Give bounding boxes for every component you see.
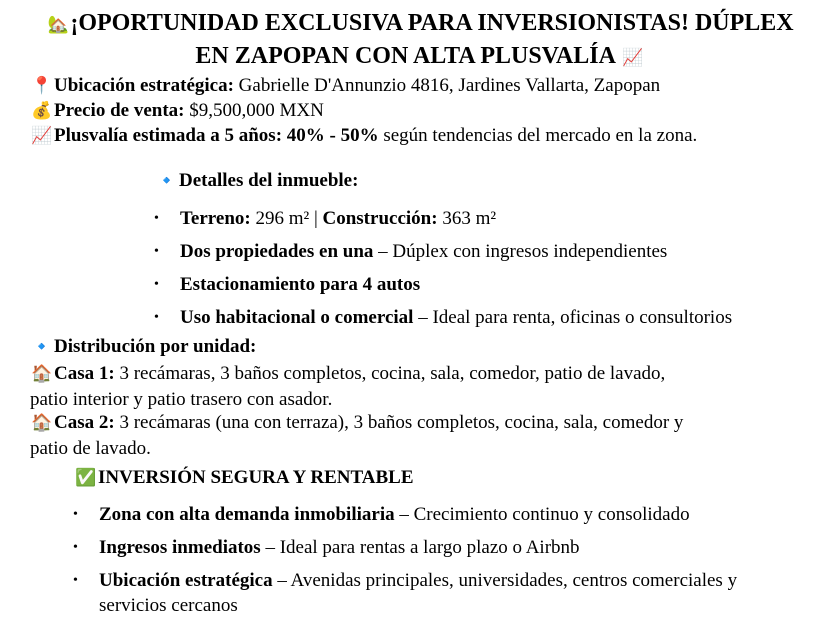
item-value: – Ideal para renta, oficinas o consultorios <box>418 307 733 328</box>
casa-2-line-2: patio de lavado. <box>30 438 151 459</box>
item-value: – Dúplex con ingresos independientes <box>378 241 668 262</box>
casa-2-line-1: 3 recámaras (una con terraza), 3 baños completos, cocina, sala, comedor y <box>119 412 684 433</box>
investment-heading <box>74 467 414 489</box>
check-mark-button-icon: ✅ <box>75 468 97 488</box>
appreciation-line <box>30 123 830 149</box>
price-line <box>30 98 830 124</box>
item-value-line-2: servicios cercanos <box>99 595 238 616</box>
location-label: Ubicación estratégica: <box>54 75 234 96</box>
item-value: 296 m² | <box>255 208 318 229</box>
casa-2-label: Casa 2: <box>54 412 115 433</box>
item-label: Zona con alta demanda inmobiliaria <box>99 504 395 525</box>
list-item: • Zona con alta demanda inmobiliaria – Crecimiento continuo y consolidado <box>73 504 690 525</box>
item-label: Dos propiedades en una <box>180 241 374 262</box>
house-with-garden-icon: 🏡 <box>47 15 69 35</box>
details-heading-text: Detalles del inmueble: <box>179 170 359 191</box>
investment-heading-text: INVERSIÓN SEGURA Y RENTABLE <box>98 467 414 488</box>
chart-increasing-icon: 📈 <box>622 48 644 68</box>
house-icon: 🏠 <box>31 413 53 433</box>
item-value: – Ideal para rentas a largo plazo o Airbnb <box>265 537 580 558</box>
casa-1-line-2: patio interior y patio trasero con asador. <box>30 389 333 410</box>
investment-list <box>73 502 813 618</box>
distribution-heading-text: Distribución por unidad: <box>54 336 257 357</box>
distribution-heading <box>30 336 256 358</box>
list-item: • Dos propiedades en una – Dúplex con ingresos independientes <box>154 241 668 262</box>
item-value: – Crecimiento continuo y consolidado <box>399 504 690 525</box>
casa-1-line-1: 3 recámaras, 3 baños completos, cocina, sala, comedor, patio de lavado, <box>119 363 666 384</box>
item-label: Uso habitacional o comercial <box>180 307 414 328</box>
details-heading <box>155 170 358 192</box>
details-list <box>154 202 732 334</box>
list-item: • Estacionamiento para 4 autos <box>154 274 421 295</box>
item-label: Terreno: <box>180 208 251 229</box>
location-value: Gabrielle D'Annunzio 4816, Jardines Vallarta, Zapopan <box>238 75 661 96</box>
chart-increasing-icon: 📈 <box>31 126 53 146</box>
item-label-2: Construcción: <box>322 208 438 229</box>
item-value: – Avenidas principales, universidades, centros comerciales y <box>277 570 738 591</box>
casa-1-label: Casa 1: <box>54 363 115 384</box>
casa-1-description <box>30 361 760 412</box>
house-icon: 🏠 <box>31 364 53 384</box>
title-line-1: ¡OPORTUNIDAD EXCLUSIVA PARA INVERSIONISTAS! DÚPLEX <box>70 10 794 36</box>
item-label: Estacionamiento para 4 autos <box>180 274 421 295</box>
location-line <box>30 73 830 99</box>
appreciation-value: según tendencias del mercado en la zona. <box>383 125 698 146</box>
title-line-2: EN ZAPOPAN CON ALTA PLUSVALÍA <box>195 43 615 69</box>
casa-2-description <box>30 410 760 461</box>
item-label: Ubicación estratégica <box>99 570 273 591</box>
money-bag-icon: 💰 <box>31 101 53 121</box>
list-item: • Ingresos inmediatos – Ideal para rentas a largo plazo o Airbnb <box>73 537 580 558</box>
price-label: Precio de venta: <box>54 100 185 121</box>
pin-icon: 📍 <box>31 76 53 96</box>
price-value: $9,500,000 MXN <box>189 100 324 121</box>
blue-diamond-icon: 🔹 <box>31 337 53 357</box>
blue-diamond-icon: 🔹 <box>156 171 178 191</box>
list-item: • Ubicación estratégica – Avenidas principales, universidades, centros comerciales y servicios cercanos <box>73 570 738 616</box>
list-item: • Terreno: 296 m² | Construcción: 363 m² <box>154 208 497 229</box>
appreciation-label: Plusvalía estimada a 5 años: 40% - 50% <box>54 125 379 146</box>
item-value-2: 363 m² <box>442 208 497 229</box>
item-label: Ingresos inmediatos <box>99 537 261 558</box>
list-item: • Uso habitacional o comercial – Ideal para renta, oficinas o consultorios <box>154 307 733 328</box>
listing-title <box>20 8 820 74</box>
